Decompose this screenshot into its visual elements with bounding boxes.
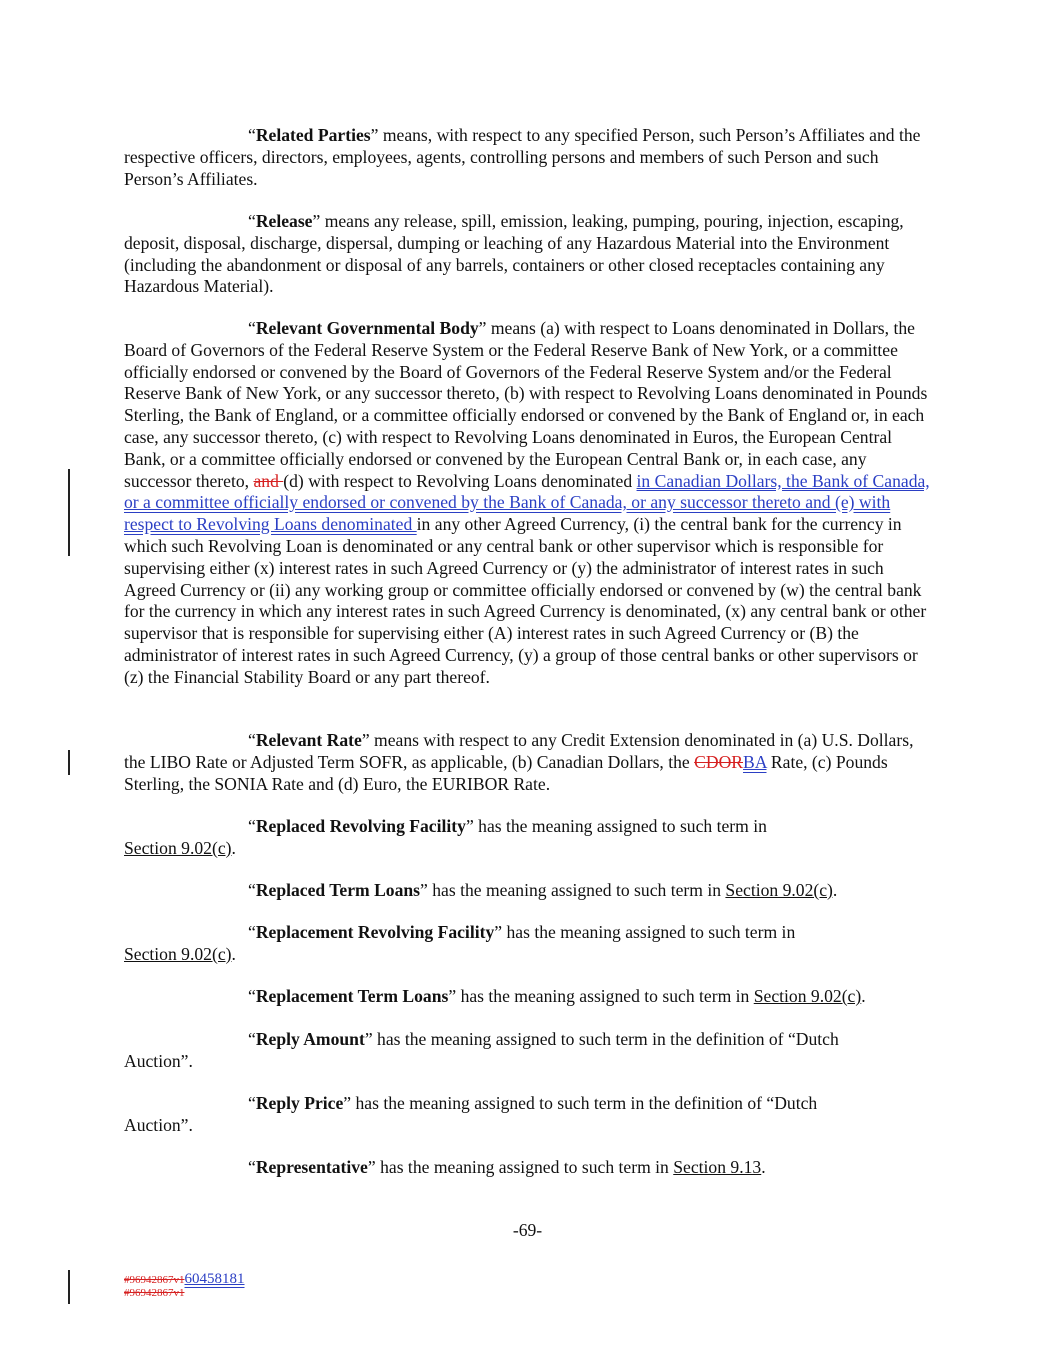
change-bar bbox=[68, 1270, 70, 1304]
definition-release: “Release” means any release, spill, emission, leaking, pumping, pouring, injection, escaping, deposit, disposal, discharge, dispersal, dumping or leaching of any Hazardous Material into the Environment (including the abandonment or disposal of any barrels, containers or other closed receptacles containing any Hazardous Material). bbox=[124, 211, 904, 297]
definition-reply-amount: “Reply Amount” has the meaning assigned to such term in the definition of “Dutch Auction”. bbox=[124, 1029, 839, 1071]
defined-term: Release bbox=[255, 211, 313, 231]
defined-term: Relevant Governmental Body bbox=[255, 318, 479, 338]
inserted-text: in Canadian Dollars, the Bank of Canada, or a committee officially endorsed or convened by the Bank of Canada, or any successor thereto and (e) with respect to Revolving Loans denominated bbox=[124, 470, 930, 535]
deleted-text: #96942867v1 bbox=[124, 1287, 185, 1299]
definition-replacement-term-loans: “Replacement Term Loans” has the meaning assigned to such term in Section 9.02(c). bbox=[248, 986, 866, 1006]
definition-replacement-revolving-facility: “Replacement Revolving Facility” has the meaning assigned to such term in Section 9.02(c). bbox=[124, 922, 796, 964]
section-reference: Section 9.13 bbox=[673, 1157, 762, 1177]
defined-term: Replacement Term Loans bbox=[255, 986, 449, 1006]
defined-term: Related Parties bbox=[255, 125, 371, 145]
definition-representative: “Representative” has the meaning assigned to such term in Section 9.13. bbox=[248, 1157, 766, 1177]
section-reference: Section 9.02(c) bbox=[124, 837, 232, 858]
defined-term: Representative bbox=[255, 1157, 368, 1177]
definition-relevant-rate: “Relevant Rate” means with respect to any Credit Extension denominated in (a) U.S. Dollars, the LIBO Rate or Adjusted Term SOFR, as applicable, (b) Canadian Dollars, the CDORBA Rate, (c) Pounds Sterling, the SONIA Rate and (d) Euro, the EURIBOR Rate. bbox=[124, 730, 914, 794]
page-number: -69- bbox=[512, 1220, 543, 1240]
deleted-text: #96942867v1 bbox=[124, 1274, 185, 1286]
document-id bbox=[124, 1273, 245, 1300]
deleted-text: and bbox=[253, 470, 284, 491]
change-bar bbox=[68, 750, 70, 775]
definition-relevant-governmental-body: “Relevant Governmental Body” means (a) with respect to Loans denominated in Dollars, the Board of Governors of the Federal Reserve System or the Federal Reserve Bank of New York, or a committee officially endorsed or convened by the Board of Governors of the Federal Reserve System and/or the Federal Reserve Bank of New York, or any successor thereto, (b) with respect to Revolving Loans denominated in Pounds Sterling, the Bank of England, or a committee officially endorsed or convened by the Bank of England or, in each case, any successor thereto, (c) with respect to Revolving Loans denominated in Euros, the European Central Bank, or a committee officially endorsed or convened by the European Central Bank or, in each case, any successor thereto, and (d) with respect to Revolving Loans denominated in Canadian Dollars, the Bank of Canada, or a committee officially endorsed or convened by the Bank of Canada, or any successor thereto and (e) with respect to Revolving Loans denominated in any other Agreed Currency, (i) the central bank for the currency in which such Revolving Loan is denominated or any central bank or other supervisor which is responsible for supervising either (x) interest rates in such Agreed Currency or (y) the administrator of interest rates in such Agreed Currency or (ii) any working group or committee officially endorsed or convened by (w) the central bank for the currency in which any interest rates in such Agreed Currency is denominated, (x) any central bank or other supervisor that is responsible for supervising either (A) interest rates in such Agreed Currency or (B) the administrator of interest rates in such Agreed Currency, (y) a group of those central banks or other supervisors or (z) the Financial Stability Board or any part thereof. bbox=[124, 318, 930, 687]
section-reference: Section 9.02(c) bbox=[753, 986, 862, 1006]
definition-replaced-revolving-facility: “Replaced Revolving Facility” has the meaning assigned to such term in Section 9.02(c). bbox=[124, 816, 767, 858]
inserted-text: BA bbox=[743, 751, 767, 772]
defined-term: Replacement Revolving Facility bbox=[255, 922, 495, 942]
defined-term: Reply Price bbox=[255, 1093, 344, 1113]
defined-term: Replaced Revolving Facility bbox=[255, 816, 466, 836]
defined-term: Relevant Rate bbox=[255, 730, 362, 750]
section-reference: Section 9.02(c) bbox=[124, 943, 232, 964]
deleted-text: CDOR bbox=[694, 751, 744, 772]
defined-term: Replaced Term Loans bbox=[255, 880, 421, 900]
inserted-text: 60458181 bbox=[184, 1271, 245, 1287]
definition-reply-price: “Reply Price” has the meaning assigned to such term in the definition of “Dutch Auction”. bbox=[124, 1093, 818, 1135]
defined-term: Reply Amount bbox=[255, 1029, 365, 1049]
definition-related-parties: “Related Parties” means, with respect to any specified Person, such Person’s Affiliates and the respective officers, directors, employees, agents, controlling persons and members of such Person and such Person’s Affiliates. bbox=[124, 125, 921, 189]
change-bar bbox=[68, 469, 70, 556]
section-reference: Section 9.02(c) bbox=[725, 880, 833, 900]
definition-replaced-term-loans: “Replaced Term Loans” has the meaning assigned to such term in Section 9.02(c). bbox=[248, 880, 838, 900]
